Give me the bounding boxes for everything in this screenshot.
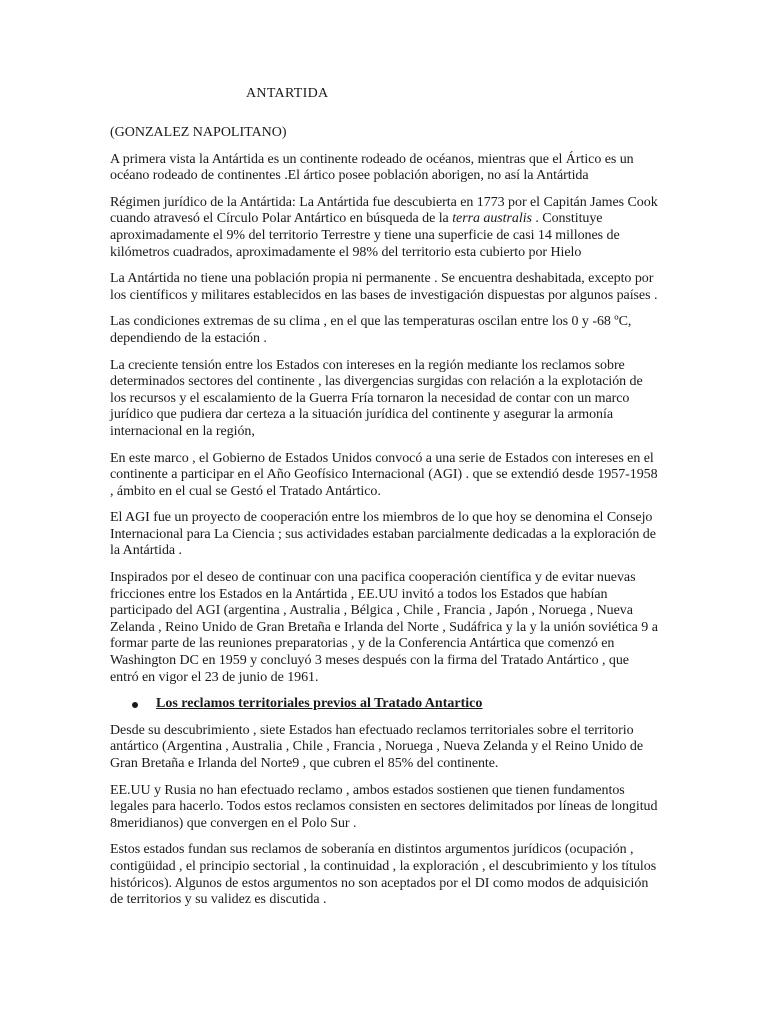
paragraph-usa-russia: EE.UU y Rusia no han efectuado reclamo , ambos estados sostienen que tienen fundamentos legales para hacerlo. Todos estos reclamos consisten en sectores delimitados por líneas de longitud 8meridianos) que convergen en el Polo Sur . xyxy=(110,782,658,831)
paragraph-claims: Desde su descubrimiento , siete Estados han efectuado reclamos territoriales sobre el territorio antártico (Argentina , Australia , Chile , Francia , Noruega , Nueva Zelanda y el Reino Unido de Gran Bretaña e Irlanda del Norte9 , que cubren el 85% del continente. xyxy=(110,722,643,771)
bullet-icon xyxy=(132,702,138,708)
paragraph-arguments: Estos estados fundan sus reclamos de soberanía en distintos argumentos jurídicos (ocupación , contigüidad , el principio sectorial , la continuidad , la exploración , el descubrimiento y los títulos históricos). Algunos de estos argumentos no son aceptados por el DI como modos de adquisición de territorios y su validez es discutida . xyxy=(110,842,657,908)
paragraph-agi-call: En este marco , el Gobierno de Estados Unidos convocó a una serie de Estados con intereses en el continente a participar en el Año Geofísico Internacional (AGI) . que se extendió desde 1957-1958 , ámbito en el cual se Gestó el Tratado Antártico. xyxy=(110,450,658,499)
paragraph-tension: La creciente tensión entre los Estados con intereses en la región mediante los reclamos sobre determinados sectores del continente , las divergencias surgidas con relación a la explotación de los recursos y el escalamiento de la Guerra Fría tornaron la necesidad de contar con un marco jurídico que pudiera dar certeza a la situación jurídica del continente y asegurar la armonía internacional en la región, xyxy=(110,357,643,439)
paragraph-regime xyxy=(110,195,660,261)
document-page xyxy=(110,80,660,909)
document-title: ANTARTIDA xyxy=(246,86,329,101)
paragraph-regime-italic: terra australis xyxy=(452,211,532,227)
section-heading: Los reclamos territoriales previos al Tratado Antartico xyxy=(156,696,483,712)
paragraph-intro: A primera vista la Antártida es un continente rodeado de océanos, mientras que el Ártico es un océano rodeado de continentes .El ártico posee población aborigen, no así la Antártida xyxy=(110,151,634,184)
paragraph-agi: El AGI fue un proyecto de cooperación entre los miembros de lo que hoy se denomina el Consejo Internacional para La Ciencia ; sus actividades estaban parcialmente dedicadas a la exploración de la Antártida . xyxy=(110,510,656,559)
section-heading-row xyxy=(132,696,660,713)
paragraph-regime-tail: . Constituye aproximadamente el 9% del territorio Terrestre y tiene una superficie de casi 14 millones de kilómetros cuadrados, aproximadamente el 98% del territorio esta cubierto por Hielo xyxy=(110,211,620,260)
paragraph-treaty: Inspirados por el deseo de continuar con una pacifica cooperación científica y de evitar nuevas fricciones entre los Estados en la Antártida , EE.UU invitó a todos los Estados que habían participado del AGI (argentina , Australia , Bélgica , Chile , Francia , Japón , Noruega , Nueva Zelanda , Reino Unido de Gran Bretaña e Irlanda del Norte , Sudáfrica y la y la unión soviética 9 a formar parte de las reuniones preparatorias , y de la Conferencia Antártica que comenzó en Washington DC en 1959 y concluyó 3 meses después con la firma del Tratado Antártico , que entró en vigor el 23 de junio de 1961. xyxy=(110,570,658,685)
document-author: (GONZALEZ NAPOLITANO) xyxy=(110,125,287,140)
paragraph-population: La Antártida no tiene una población propia ni permanente . Se encuentra deshabitada, excepto por los científicos y militares establecidos en las bases de investigación dispuestas por algunos países . xyxy=(110,271,658,303)
paragraph-regime-text: Régimen jurídico de la Antártida: La Antártida fue descubierta en 1773 por el Capitán James Cook cuando atravesó el Círculo Polar Antártico en búsqueda de la xyxy=(110,194,658,227)
paragraph-climate: Las condiciones extremas de su clima , en el que las temperaturas oscilan entre los 0 y -68 ºC, dependiendo de la estación . xyxy=(110,314,632,346)
